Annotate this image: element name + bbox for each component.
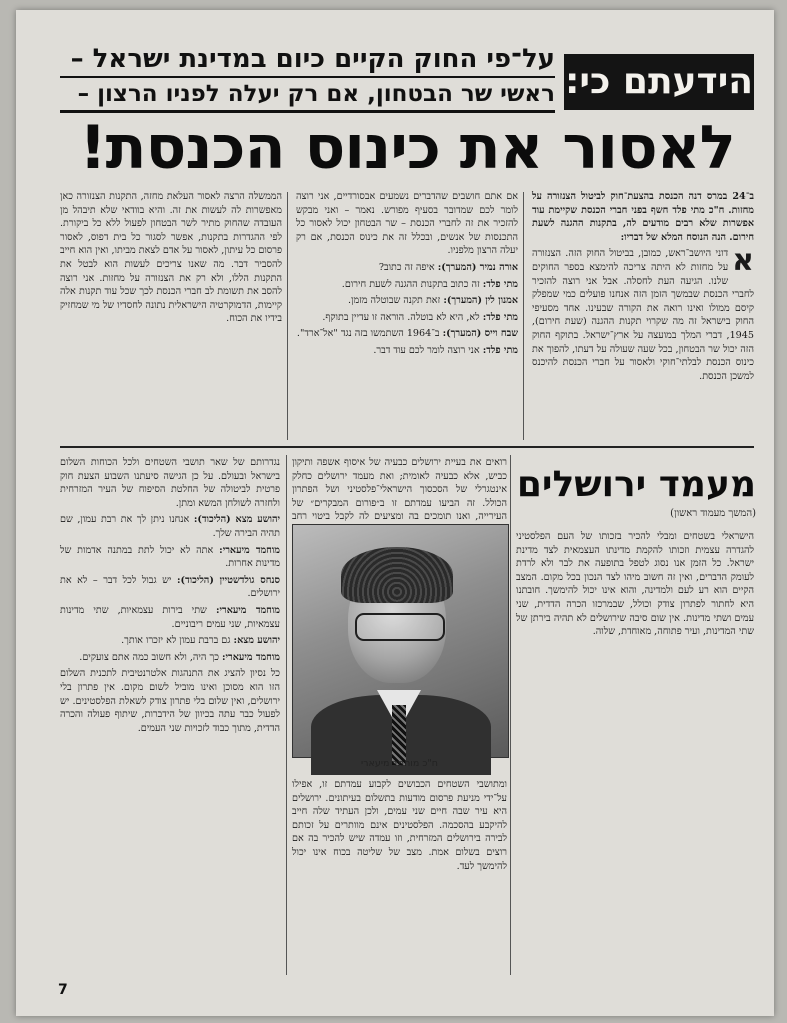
column-divider — [286, 455, 287, 975]
header-line-1: על־פי החוק הקיים כיום במדינת ישראל – — [60, 42, 555, 78]
section-body-1: הישראלי בשטחים ומבלי להכיר בזכותו של העם הפלסטיני להגדרה עצמית וזכותו להקמת מדינתו העצמאית לצד מדינת ישראל. כל הזמן אנו נסוג לטפל בתופעה את לבר ולא לרדת לעומק הדברים, ואין זה חשוב מיהו לצד הנכון בכל מקום. המצב הקיים הוא רע לעם ולמדינה, והוא אינו יכול להימשך. חובתנו היא לחתור לפתרון צודק וכולל, שבמרכזו הכרה הדדית, שני עמים ושתי מדינות. אין שום סיבה שירושלים לא תהיה בירתן של שתי המדינות, ועיר פתוחה, מאוחדת, שלוה. — [516, 531, 754, 638]
intro-column-left — [60, 190, 282, 440]
intro-column-right — [532, 190, 754, 440]
section-title: מעמד ירושלים — [516, 464, 756, 505]
section-divider — [60, 446, 754, 448]
newspaper-page — [16, 10, 774, 1016]
exchange-line: יהושע מצא: גם ברבת עמון לא יזכרו אותך. — [121, 635, 280, 647]
exchange-line: מוחמד מיעארי: שתי בירות עצמאיות, שתי מדינות עצמאיות, שני עמים ריבוניים. — [60, 604, 280, 630]
exchange-line: יהושע מצא (הליכוד): אנחנו ניתן לך את רבת עמון, שם תהיה הבירה שלך. — [60, 514, 280, 539]
dialogue-line: אורה נמיר (המערך): איפה זה כתוב? — [378, 261, 518, 273]
header-line-2: ראשי שר הבטחון, אם רק יעלה לפניו הרצון – — [60, 78, 555, 113]
page-number: 7 — [58, 982, 68, 998]
section-body-3b: כל נסיון להציג את התנהגות אלטרנטיבית לתכנית השלום הזו הוא מסוכן ואינו מוביל לשום מקום. אין פתרון בלי ירושלים, ואין שלום בלי פתרון צודק לשאלת הפלסטינים. יש לפעול כבר עתה בכיוון של הידברות, שיתוף פעולה והכרה הדדית, מתוך כבוד לזכויות שני העמים. — [60, 668, 280, 734]
dialogue-line: מתי פלד: לא, היא לא בוטלה. הוראה זו עדיין בתוקף. — [322, 311, 518, 323]
column-divider — [510, 455, 511, 975]
main-headline: לאסור את כינוס הכנסת! — [79, 113, 735, 183]
photo-caption: ח"כ מוחמד מיעארי — [361, 758, 438, 769]
section-column-left — [60, 456, 280, 974]
intro-lead: ב־24 במרס דנה הכנסת בהצעת־חוק לביטול הצנזורה על מחזות. ח"כ מתי פלד חשף בפני חברי הכנסת שקיימת עוד אפשרות שלא רבים מודעים לה, בתקנות ההגנה לשעת חירום. הנה הנוסח המלא של דבריו: — [532, 191, 754, 243]
dialogue-line: מתי פלד: אני רוצה לומר לכם עוד דבר. — [373, 344, 518, 356]
portrait-photo — [292, 524, 509, 758]
intro-body: דוני היושב־ראש, כמובן, בביטול החוק הזה. הצנזורה על מחזות לא היתה צריכה להימצא בספר החוקים שלנו. הגיעה העת לחסלה. אבל אני רוצה להזכיר לחברי הכנסת שבמשך הזמן הזה אנחנו פועלים כמי שמפלק קיסם ממולו ואינו רואה את הקורה שבעינו. אחד מסעיפי החוק בישראל זה מה שקרוי תקנות ההגנה (שעת חירום), 1945, דברי המלך במועצה על ארץ־ישראל. בתוקף החוק הזה יכול שר הבטחון, בכל שעה שעולה על דעתו, להפוך את כינוס הכנסת לבלתי־חוקי ולאסור על חברי הכנסת להיכנס למשכן הכנסת. — [532, 248, 754, 382]
intro-column-middle — [296, 190, 518, 440]
exchange-line: מוחמד מיעארי: אתה לא יכול לתת במתנה אדמות של מדינות אחרות. — [60, 544, 280, 570]
column-divider — [523, 192, 524, 440]
dialogue-line: שבח וייס (המערך): ב־1964 השתמשו בזה נגד "אל־ארד". — [296, 328, 518, 340]
dropcap: א — [732, 243, 754, 279]
section-column-middle-top — [292, 456, 507, 522]
dialogue-line: מתי פלד: זה כתוב בתקנות ההגנה לשעת חירום. — [341, 278, 518, 290]
kicker-box: הידעתם כי: — [564, 54, 754, 110]
section-body-2: רואים את בעיית ירושלים כבעיה של איסוף אשפה ותיקון כביש, אלא כבעיה לאומית; ואת מעמד ירושלים כחלק אינטגרלי של הסכסוך הישראלי־פלסטיני ושל הפתרון הכולל. זה הביעו עמדתם זו ב״פורום המבקרים״ של העירייה, ואנו תומכים בה ומציעים לה לקבל ביטוי רחב — [292, 457, 507, 523]
section-column-middle-bottom — [292, 778, 507, 973]
section-subtitle: (המשך מעמוד ראשון) — [670, 508, 756, 519]
section-body-2b: ומתושבי השטחים הכבושים לקבוע עמדתם זו, אפילו על־ידי מניעת פרסום מודעות בתשלום בעיתונים. ירושלים היא עיר שבה חיים שני עמים, ולכן העתיד שלה חייב להיקבע בהסכמה. הפלסטינים אינם מוותרים על זכותם לבירה בירושלים המזרחית, וזו עמדה שיש להכיר בה אם רוצים בשלום אמת. מצב של שליטה בכוח אינו יכול להימשך לעד. — [292, 779, 507, 872]
intro-body-3: הממשלה הרצה לאסור העלאת מחזה, התקנות הצנזורה כאן מאפשרות לה לעשות את זה. והיא בוודאי שלא תיבהל מן העובדה שהחוק מתיר לשר הבטחון לפעול ללא כל ביקורת. לפי ההגדרות בתקנות, אפשר לסגור כל בית דפוס, לאסור פרסום כל עיתון, לאסור על אדם לצאת מביתו, ואין הוא חייב להסביר דבר. מה שאנו צריכים לעשות הוא לבטל את התקנות הללו, ולא רק את הצנזורה על מחזות. אני רוצה להסב את תשומת לב חברי הכנסת לכך שכל עוד תקנות אלה קיימות, הדמוקרטיה הישראלית נתונה לחסדיו של מי שמחזיק בידיו את הכוח. — [60, 191, 282, 325]
dialogue-line: אמנון לין (המערך): זאת תקנה שבוטלה מזמן. — [347, 295, 518, 307]
section-body-3: נגדרותם של שאר תושבי השטחים ולכל הכוחות השלום בישראל ובעולם. על כן הגישה סיעתנו השבוע הצעת חוק פרטית לביטולה של החלטת הסיפוח של העיר המזרחית ולחזרה לשולחן המשא ומתן. — [60, 457, 280, 509]
column-divider — [287, 192, 288, 440]
intro-body-2: אם אתם חושבים שהדברים נשמעים אבסורדיים, אני רוצה לומר לכם שמדובר בסעיף מפורש. נאמר – ואני מבקש להזכיר את זה לחברי הכנסת – שר הבטחון יכול לאסור כל התכנסות של אנשים, ובכלל זה את כינוס הכנסת, אם רק יעלה הרצון מלפניו. — [296, 191, 518, 257]
exchange-line: מוחמד מיעארי: כך היה, ולא חשוב כמה אתם צועקים. — [79, 651, 280, 663]
exchange-line: סנחס גולדשטיין (הליכוד): יש גבול לכל דבר – לא את ירושלים. — [60, 574, 280, 600]
section-column-right — [516, 530, 754, 970]
